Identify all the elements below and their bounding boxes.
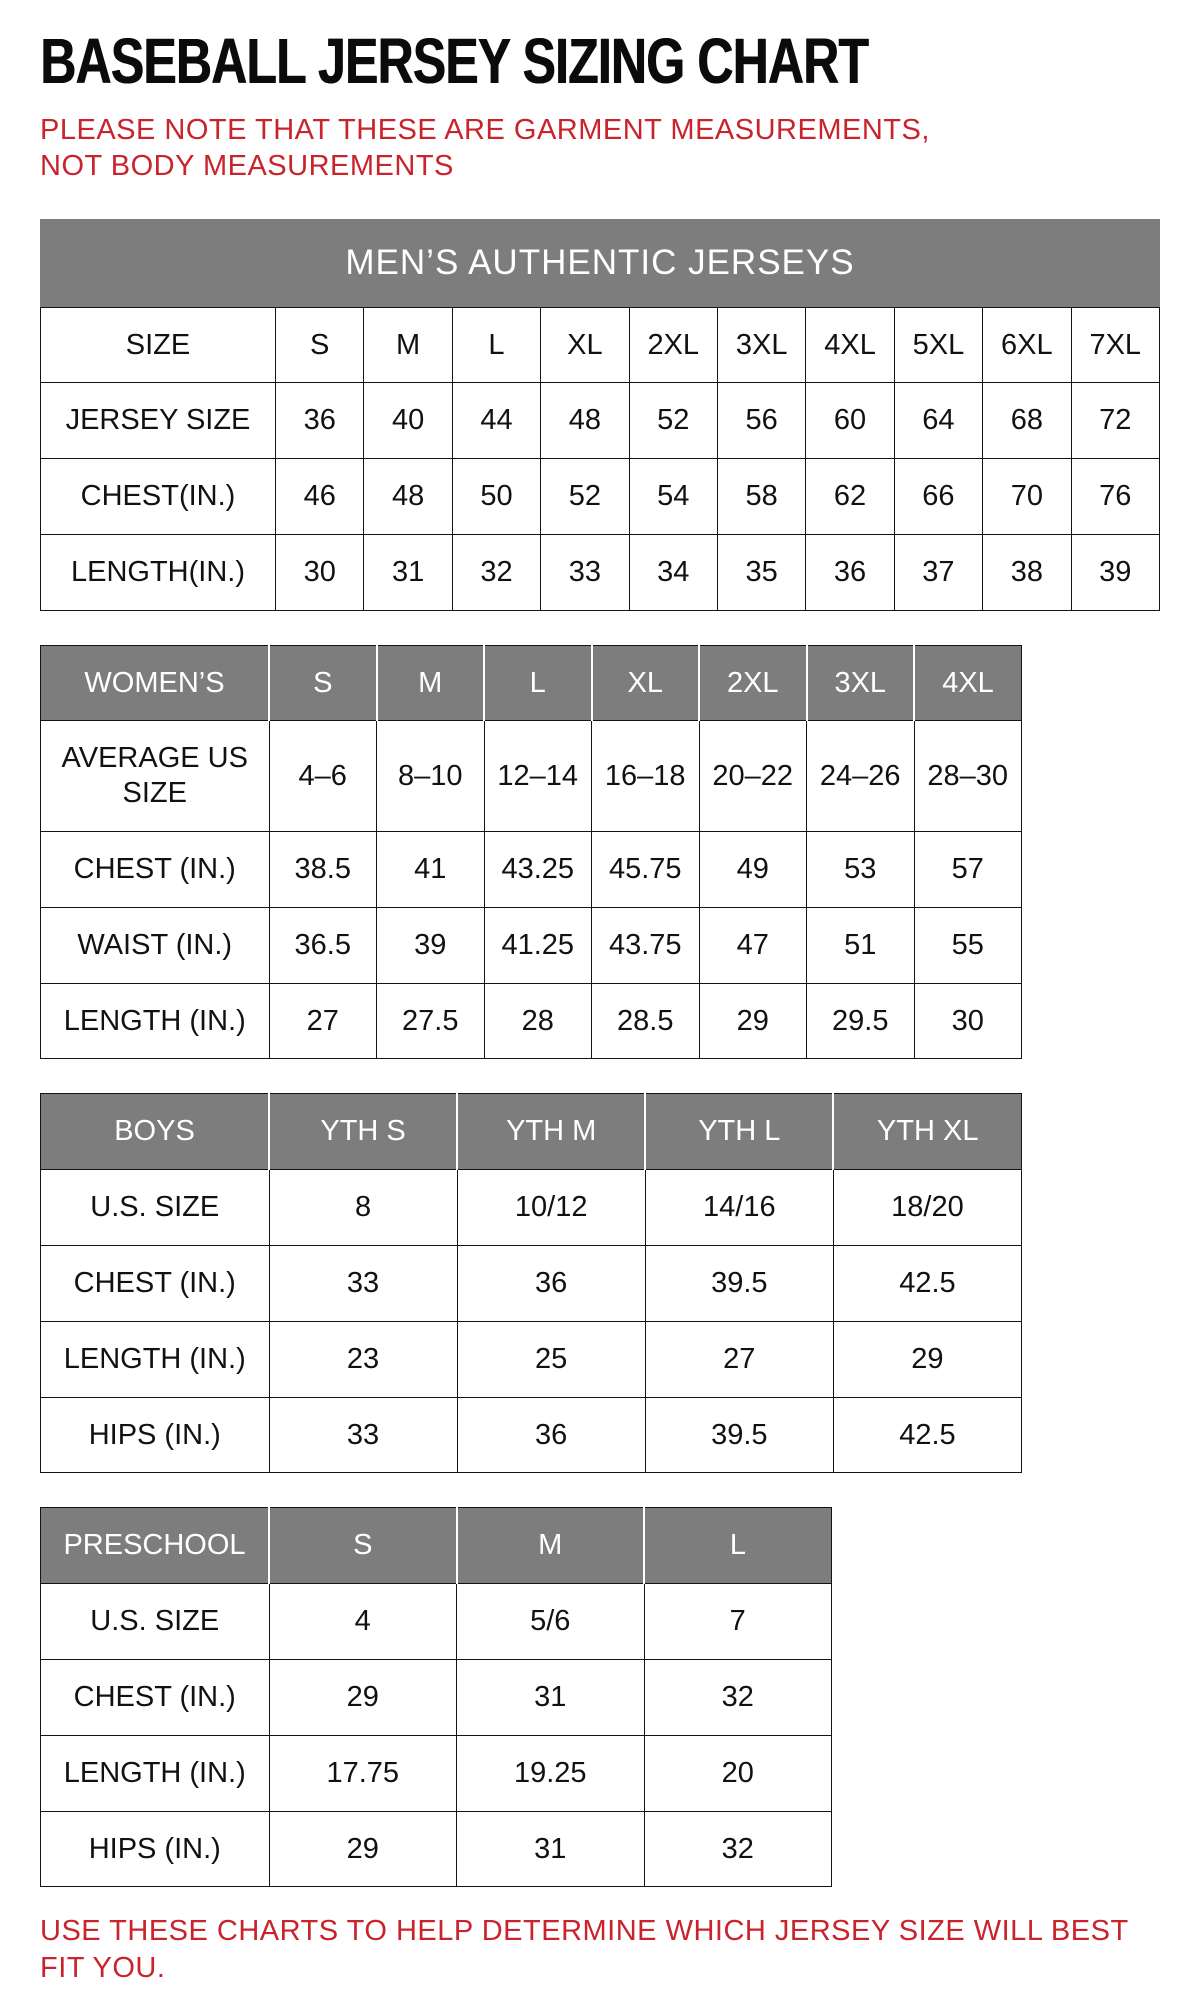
row-label: HIPS (IN.): [41, 1811, 270, 1887]
table-header-row: [41, 1508, 832, 1584]
value-cell: 30: [276, 534, 364, 610]
row-label: LENGTH (IN.): [41, 1321, 270, 1397]
row-label: SIZE: [41, 307, 276, 383]
value-cell: 31: [457, 1660, 645, 1736]
table-row: [41, 1660, 832, 1736]
value-cell: 4–6: [269, 721, 377, 832]
row-label: HIPS (IN.): [41, 1397, 270, 1473]
value-cell: 34: [629, 534, 717, 610]
value-cell: 29: [269, 1660, 457, 1736]
value-cell: 68: [983, 383, 1071, 459]
page-title: BASEBALL JERSEY SIZING CHART: [40, 25, 868, 97]
value-cell: 29: [833, 1321, 1021, 1397]
table-row: [41, 721, 1022, 832]
value-cell: 50: [452, 459, 540, 535]
garment-measurement-note: PLEASE NOTE THAT THESE ARE GARMENT MEASUREMENTS, NOT BODY MEASUREMENTS: [40, 114, 930, 183]
value-cell: 3XL: [717, 307, 805, 383]
value-cell: 36: [457, 1246, 645, 1322]
size-column-header: YTH S: [269, 1094, 457, 1170]
value-cell: 49: [699, 832, 807, 908]
value-cell: 51: [807, 907, 915, 983]
preschool-sizing-section: [40, 1507, 1160, 1887]
value-cell: 7: [644, 1584, 832, 1660]
value-cell: 62: [806, 459, 894, 535]
value-cell: 27: [645, 1321, 833, 1397]
value-cell: 35: [717, 534, 805, 610]
womens-sizing-table: [40, 645, 1022, 1060]
value-cell: 37: [894, 534, 982, 610]
value-cell: 16–18: [592, 721, 700, 832]
size-column-header: M: [377, 645, 485, 721]
row-label: LENGTH (IN.): [41, 1735, 270, 1811]
value-cell: 52: [541, 459, 629, 535]
value-cell: 38.5: [269, 832, 377, 908]
table-row: [41, 907, 1022, 983]
row-label: U.S. SIZE: [41, 1584, 270, 1660]
table-row: [41, 307, 1160, 383]
value-cell: 33: [269, 1397, 457, 1473]
size-column-header: M: [457, 1508, 645, 1584]
value-cell: 58: [717, 459, 805, 535]
value-cell: 4: [269, 1584, 457, 1660]
value-cell: 64: [894, 383, 982, 459]
value-cell: 53: [807, 832, 915, 908]
mens-sizing-section: [40, 219, 1160, 611]
size-column-header: L: [644, 1508, 832, 1584]
value-cell: 29.5: [807, 983, 915, 1059]
table-row: [41, 1811, 832, 1887]
value-cell: 2XL: [629, 307, 717, 383]
value-cell: 25: [457, 1321, 645, 1397]
size-column-header: S: [269, 645, 377, 721]
boys-sizing-table: [40, 1093, 1022, 1473]
table-header-row: [41, 1094, 1022, 1170]
value-cell: 14/16: [645, 1170, 833, 1246]
row-label: U.S. SIZE: [41, 1170, 270, 1246]
row-label: AVERAGE US SIZE: [41, 721, 270, 832]
value-cell: 28.5: [592, 983, 700, 1059]
preschool-sizing-table: [40, 1507, 832, 1887]
size-column-header: 3XL: [807, 645, 915, 721]
value-cell: 56: [717, 383, 805, 459]
row-label: CHEST(IN.): [41, 459, 276, 535]
table-header-row: [41, 645, 1022, 721]
value-cell: 31: [364, 534, 452, 610]
value-cell: 39: [377, 907, 485, 983]
value-cell: 7XL: [1071, 307, 1159, 383]
value-cell: 48: [364, 459, 452, 535]
value-cell: 39.5: [645, 1397, 833, 1473]
value-cell: 23: [269, 1321, 457, 1397]
size-column-header: YTH XL: [833, 1094, 1021, 1170]
value-cell: 42.5: [833, 1397, 1021, 1473]
value-cell: 76: [1071, 459, 1159, 535]
size-column-header: YTH M: [457, 1094, 645, 1170]
value-cell: 6XL: [983, 307, 1071, 383]
row-label: CHEST (IN.): [41, 832, 270, 908]
value-cell: 33: [541, 534, 629, 610]
value-cell: 30: [914, 983, 1022, 1059]
table-row: [41, 534, 1160, 610]
value-cell: 36: [806, 534, 894, 610]
value-cell: 39.5: [645, 1246, 833, 1322]
size-column-header: L: [484, 645, 592, 721]
table-row: [41, 459, 1160, 535]
value-cell: 57: [914, 832, 1022, 908]
size-column-header: 2XL: [699, 645, 807, 721]
value-cell: 24–26: [807, 721, 915, 832]
value-cell: 41: [377, 832, 485, 908]
value-cell: 48: [541, 383, 629, 459]
value-cell: 28–30: [914, 721, 1022, 832]
womens-sizing-section: [40, 645, 1160, 1060]
table-title-cell: BOYS: [41, 1094, 270, 1170]
value-cell: 12–14: [484, 721, 592, 832]
value-cell: 42.5: [833, 1246, 1021, 1322]
row-label: JERSEY SIZE: [41, 383, 276, 459]
table-row: [41, 832, 1022, 908]
table-row: [41, 1246, 1022, 1322]
value-cell: 70: [983, 459, 1071, 535]
value-cell: 66: [894, 459, 982, 535]
table-row: [41, 1321, 1022, 1397]
row-label: CHEST (IN.): [41, 1246, 270, 1322]
value-cell: 43.25: [484, 832, 592, 908]
value-cell: 29: [699, 983, 807, 1059]
mens-sizing-table: [40, 307, 1160, 611]
value-cell: 10/12: [457, 1170, 645, 1246]
value-cell: 8–10: [377, 721, 485, 832]
row-label: CHEST (IN.): [41, 1660, 270, 1736]
value-cell: 19.25: [457, 1735, 645, 1811]
value-cell: 8: [269, 1170, 457, 1246]
table-row: [41, 1397, 1022, 1473]
value-cell: 4XL: [806, 307, 894, 383]
value-cell: 72: [1071, 383, 1159, 459]
value-cell: M: [364, 307, 452, 383]
mens-table-banner: MEN’S AUTHENTIC JERSEYS: [40, 219, 1160, 307]
value-cell: 60: [806, 383, 894, 459]
table-title-cell: PRESCHOOL: [41, 1508, 270, 1584]
value-cell: 55: [914, 907, 1022, 983]
table-row: [41, 1735, 832, 1811]
boys-sizing-section: [40, 1093, 1160, 1473]
table-title-cell: WOMEN’S: [41, 645, 270, 721]
table-row: [41, 983, 1022, 1059]
value-cell: L: [452, 307, 540, 383]
value-cell: 46: [276, 459, 364, 535]
value-cell: 44: [452, 383, 540, 459]
value-cell: 52: [629, 383, 717, 459]
value-cell: S: [276, 307, 364, 383]
value-cell: 5/6: [457, 1584, 645, 1660]
value-cell: 27.5: [377, 983, 485, 1059]
value-cell: 28: [484, 983, 592, 1059]
fit-guidance-note: USE THESE CHARTS TO HELP DETERMINE WHICH JERSEY SIZE WILL BEST FIT YOU.: [40, 1915, 1129, 1984]
table-row: [41, 1170, 1022, 1246]
value-cell: 54: [629, 459, 717, 535]
value-cell: 38: [983, 534, 1071, 610]
table-row: [41, 1584, 832, 1660]
row-label: WAIST (IN.): [41, 907, 270, 983]
value-cell: 36: [276, 383, 364, 459]
value-cell: 31: [457, 1811, 645, 1887]
value-cell: 36: [457, 1397, 645, 1473]
value-cell: 45.75: [592, 832, 700, 908]
value-cell: 18/20: [833, 1170, 1021, 1246]
value-cell: 32: [644, 1660, 832, 1736]
value-cell: 36.5: [269, 907, 377, 983]
table-row: [41, 383, 1160, 459]
value-cell: 20–22: [699, 721, 807, 832]
size-column-header: 4XL: [914, 645, 1022, 721]
size-column-header: YTH L: [645, 1094, 833, 1170]
value-cell: 33: [269, 1246, 457, 1322]
value-cell: XL: [541, 307, 629, 383]
value-cell: 41.25: [484, 907, 592, 983]
size-column-header: XL: [592, 645, 700, 721]
value-cell: 40: [364, 383, 452, 459]
value-cell: 27: [269, 983, 377, 1059]
value-cell: 17.75: [269, 1735, 457, 1811]
value-cell: 5XL: [894, 307, 982, 383]
row-label: LENGTH(IN.): [41, 534, 276, 610]
value-cell: 29: [269, 1811, 457, 1887]
value-cell: 47: [699, 907, 807, 983]
value-cell: 20: [644, 1735, 832, 1811]
value-cell: 39: [1071, 534, 1159, 610]
row-label: LENGTH (IN.): [41, 983, 270, 1059]
value-cell: 32: [452, 534, 540, 610]
value-cell: 32: [644, 1811, 832, 1887]
value-cell: 43.75: [592, 907, 700, 983]
size-column-header: S: [269, 1508, 457, 1584]
